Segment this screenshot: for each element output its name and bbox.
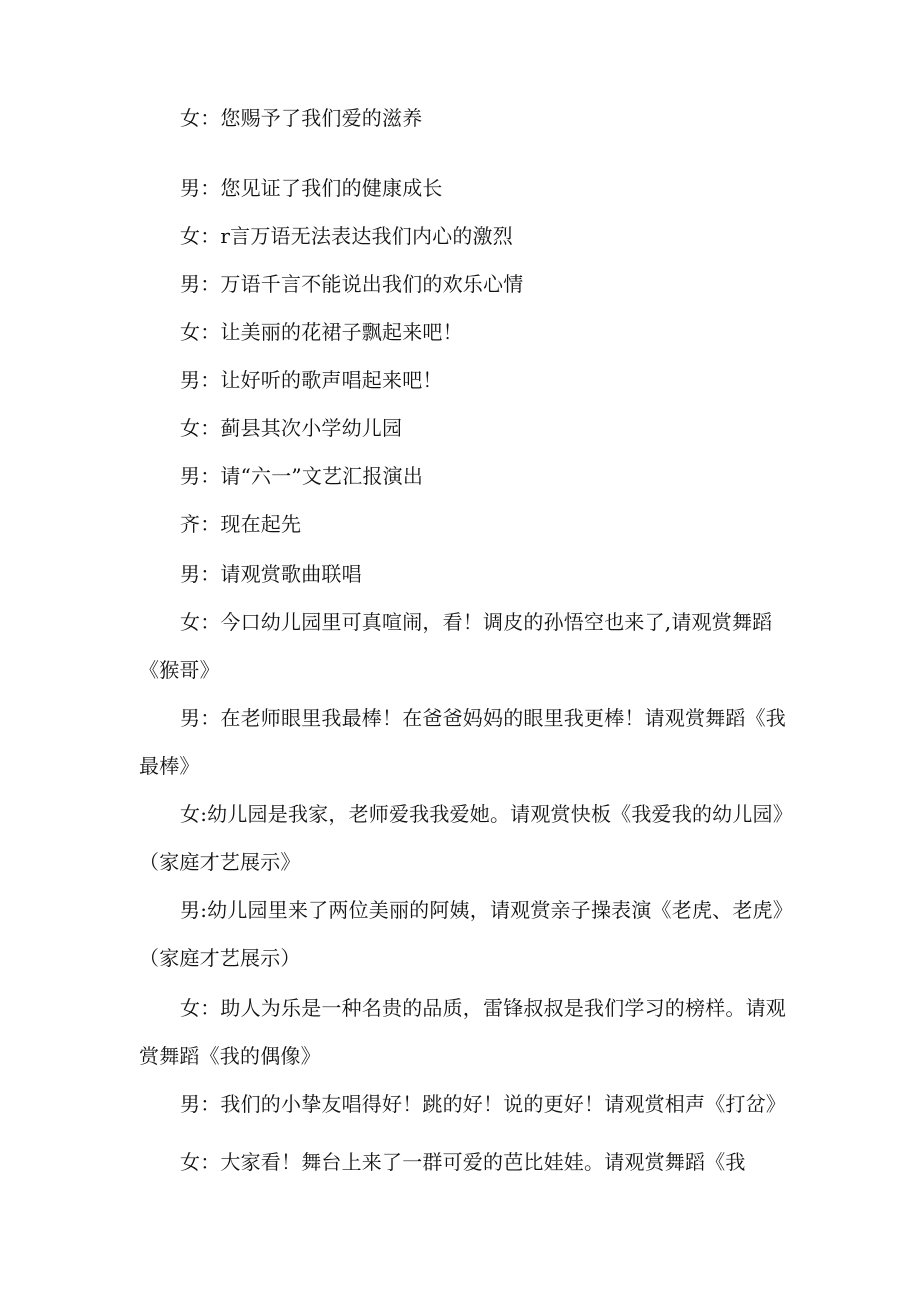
script-line: 齐：现在起先	[180, 512, 302, 536]
script-line: 女：今口幼儿园里可真喧闹，看！调皮的孙悟空也来了,请观赏舞蹈《猴哥》	[139, 610, 773, 682]
script-line: 男：请“六一”文艺汇报演出	[180, 464, 424, 488]
script-line: 男：万语千言不能说出我们的欢乐心情	[180, 272, 524, 296]
script-line: 男：您见证了我们的健康成长	[180, 176, 443, 200]
script-line: 女：蓟县其次小学幼儿园	[180, 416, 403, 440]
script-line: 男：让好听的歌声唱起来吧！	[180, 368, 443, 392]
script-line: 女：r言万语无法表达我们内心的激烈	[180, 224, 513, 248]
script-line: 男:幼儿园里来了两位美丽的阿姨，请观赏亲子操表演《老虎、老虎》（家庭才艺展示）	[139, 898, 783, 970]
script-line: 男：在老师眼里我最棒！在爸爸妈妈的眼里我更棒！请观赏舞蹈《我最棒》	[139, 706, 786, 778]
script-line: 男：我们的小挚友唱得好！跳的好！说的更好！请观赏相声《打岔》	[180, 1092, 786, 1116]
script-line: 女：大家看！舞台上来了一群可爱的芭比娃娃。请观赏舞蹈《我	[180, 1150, 746, 1174]
script-line: 女：让美丽的花裙子飘起来吧！	[180, 320, 463, 344]
script-line: 男：请观赏歌曲联唱	[180, 562, 362, 586]
script-line: 女：助人为乐是一种名贵的品质，雷锋叔叔是我们学习的榜样。请观赏舞蹈《我的偶像》	[139, 996, 786, 1068]
script-line: 女：您赐予了我们爱的滋养	[180, 106, 423, 130]
script-line: 女:幼儿园是我家，老师爱我我爱她。请观赏快板《我爱我的幼儿园》（家庭才艺展示》	[139, 802, 783, 874]
